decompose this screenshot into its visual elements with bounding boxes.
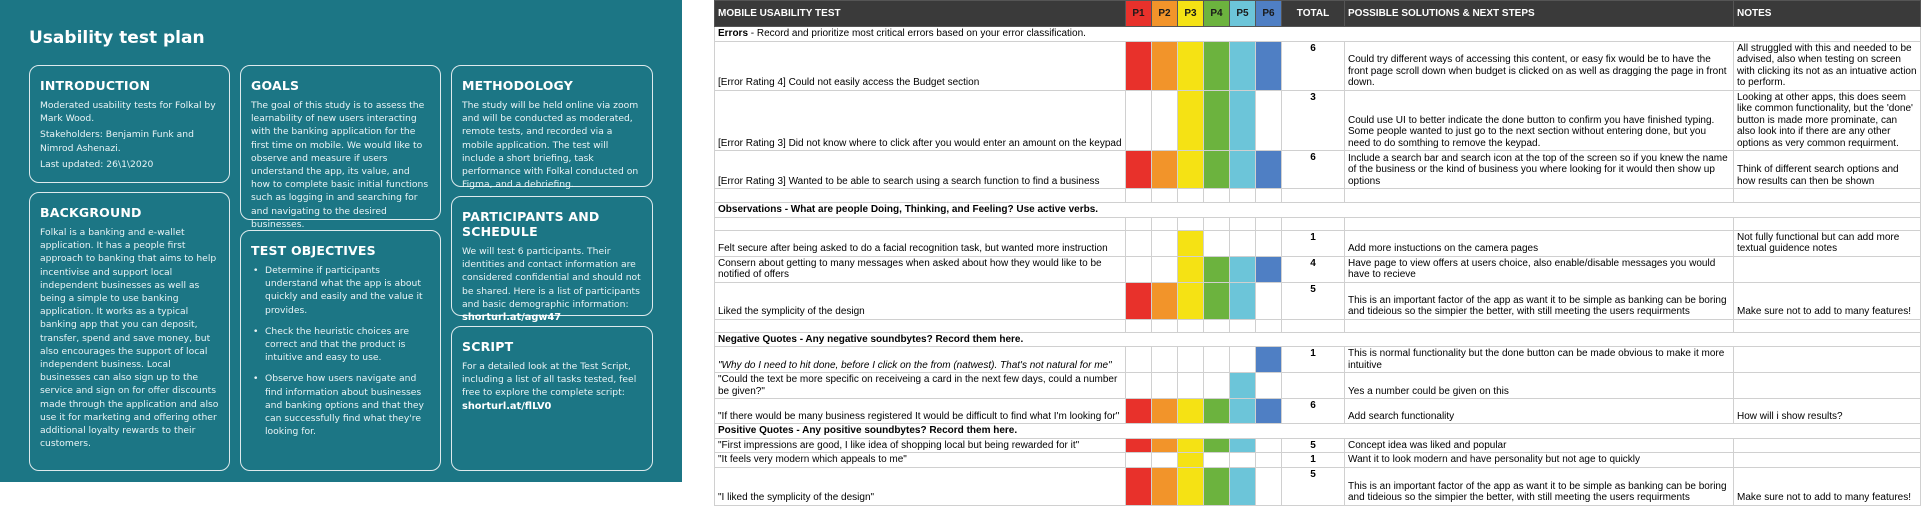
results-table	[714, 0, 1921, 506]
section-row	[715, 424, 1921, 439]
participant-4-cell[interactable]	[1204, 347, 1230, 373]
participant-4-cell[interactable]	[1204, 373, 1230, 399]
goals-card	[240, 65, 441, 230]
participant-4-cell[interactable]	[1204, 41, 1230, 90]
table-row	[715, 151, 1921, 189]
participant-5-cell[interactable]	[1230, 399, 1256, 424]
header-p2[interactable]: P2	[1152, 1, 1178, 27]
solution-cell[interactable]: This is an important factor of the app as want it to be simple as banking can be boring and tideious so the simpier the better, with still meeting the users requirments	[1345, 467, 1734, 505]
participant-4-cell[interactable]	[1204, 453, 1230, 468]
total-cell[interactable]: 6	[1282, 41, 1345, 90]
participant-6-cell[interactable]	[1256, 453, 1282, 468]
total-cell[interactable]: 1	[1282, 453, 1345, 468]
participant-4-cell[interactable]	[1204, 90, 1230, 151]
header-notes[interactable]: NOTES	[1734, 1, 1921, 27]
participant-4-cell[interactable]	[1204, 282, 1230, 319]
empty-cell[interactable]	[1734, 217, 1921, 230]
notes-cell[interactable]: All struggled with this and needed to be advised, also when testing on screen with clicking its not as an intuative action to perform.	[1734, 41, 1921, 90]
participant-2-cell[interactable]	[1152, 347, 1178, 373]
observation-cell[interactable]: [Error Rating 4] Could not easily access the Budget section	[715, 41, 1126, 90]
empty-cell[interactable]	[1152, 319, 1178, 332]
total-cell[interactable]: 6	[1282, 399, 1345, 424]
script-heading: SCRIPT	[462, 339, 514, 354]
introduction-desc: Moderated usability tests for Folkal by Mark Wood.	[40, 100, 216, 125]
participant-1-cell[interactable]	[1126, 399, 1152, 424]
notes-cell[interactable]: Make sure not to add to many features!	[1734, 467, 1921, 505]
participant-1-cell[interactable]	[1126, 41, 1152, 90]
empty-cell[interactable]	[715, 217, 1126, 230]
table-row	[715, 438, 1921, 453]
observation-cell[interactable]: Felt secure after being asked to do a facial recognition task, but wanted more instruction	[715, 230, 1126, 256]
spacer-row	[715, 217, 1921, 230]
empty-cell[interactable]	[1126, 189, 1152, 203]
solution-cell[interactable]: Include a search bar and search icon at the top of the screen so if you knew the name of the business or the kind of business you where looking for it would then show up options	[1345, 151, 1734, 189]
participants-card	[451, 196, 653, 324]
table-row	[715, 467, 1921, 505]
solution-cell[interactable]: Concept idea was liked and popular	[1345, 438, 1734, 453]
notes-cell[interactable]	[1734, 256, 1921, 282]
participant-6-cell[interactable]	[1256, 347, 1282, 373]
header-total[interactable]: TOTAL	[1282, 1, 1345, 27]
observation-cell[interactable]: "It feels very modern which appeals to me"	[715, 453, 1126, 468]
participant-2-cell[interactable]	[1152, 399, 1178, 424]
participant-5-cell[interactable]	[1230, 151, 1256, 189]
empty-cell[interactable]	[1345, 189, 1734, 203]
notes-cell[interactable]	[1734, 347, 1921, 373]
participant-3-cell[interactable]	[1178, 41, 1204, 90]
notes-cell[interactable]: Make sure not to add to many features!	[1734, 282, 1921, 319]
participant-5-cell[interactable]	[1230, 453, 1256, 468]
participant-1-cell[interactable]	[1126, 438, 1152, 453]
script-card	[451, 326, 653, 471]
participant-3-cell[interactable]	[1178, 282, 1204, 319]
table-row	[715, 373, 1921, 399]
notes-cell[interactable]: Think of different search options and how results can then be shown	[1734, 151, 1921, 189]
header-p1[interactable]: P1	[1126, 1, 1152, 27]
observation-cell[interactable]: "I liked the symplicity of the design"	[715, 467, 1126, 505]
solution-cell[interactable]: Could try different ways of accessing this content, or easy fix would be to have the front page scroll down when budget is clicked on as well as dragging the page in front down.	[1345, 41, 1734, 90]
script-link[interactable]: shorturl.at/flLV0	[462, 400, 552, 412]
empty-cell[interactable]	[715, 319, 1126, 332]
participant-5-cell[interactable]	[1230, 90, 1256, 151]
participant-5-cell[interactable]	[1230, 41, 1256, 90]
participant-2-cell[interactable]	[1152, 230, 1178, 256]
participant-5-cell[interactable]	[1230, 467, 1256, 505]
plan-title: Usability test plan	[29, 28, 205, 48]
participant-6-cell[interactable]	[1256, 41, 1282, 90]
notes-cell[interactable]	[1734, 438, 1921, 453]
participants-text: We will test 6 participants. Their identities and contact information are considered confidential and should not be shared. Here is a list of participants and basic demographic information:	[462, 246, 641, 310]
solution-cell[interactable]: Have page to view offers at users choice, also enable/disable messages you would have to recieve	[1345, 256, 1734, 282]
notes-cell[interactable]	[1734, 453, 1921, 468]
header-row	[715, 1, 1921, 27]
empty-cell[interactable]	[1256, 319, 1282, 332]
participant-3-cell[interactable]	[1178, 90, 1204, 151]
test-plan-panel	[0, 0, 682, 482]
participant-3-cell[interactable]	[1178, 373, 1204, 399]
table-row	[715, 347, 1921, 373]
empty-cell[interactable]	[1204, 217, 1230, 230]
empty-cell[interactable]	[1204, 189, 1230, 203]
total-cell[interactable]: 5	[1282, 467, 1345, 505]
section-row	[715, 332, 1921, 347]
empty-cell[interactable]	[1178, 217, 1204, 230]
solution-cell[interactable]: This is an important factor of the app as want it to be simple as banking can be boring and tideious so the simpier the better, with still meeting the users requirments	[1345, 282, 1734, 319]
total-cell[interactable]	[1282, 373, 1345, 399]
notes-cell[interactable]: Looking at other apps, this does seem like common functionality, but the 'done' button is made more prominate, can also look into if there are any other options as very common requirment.	[1734, 90, 1921, 151]
methodology-text: The study will be held online via zoom and will be conducted as moderated, remote tests, and recorded via a mobile application. The test will include a short briefing, task performance with Folkal conducted on Figma, and a debriefing.	[462, 100, 639, 191]
total-cell[interactable]: 1	[1282, 347, 1345, 373]
solution-cell[interactable]: Yes a number could be given on this	[1345, 373, 1734, 399]
participant-6-cell[interactable]	[1256, 438, 1282, 453]
total-cell[interactable]: 6	[1282, 151, 1345, 189]
table-body	[715, 27, 1921, 506]
header-p3[interactable]: P3	[1178, 1, 1204, 27]
participant-3-cell[interactable]	[1178, 467, 1204, 505]
table-row	[715, 41, 1921, 90]
participant-5-cell[interactable]	[1230, 282, 1256, 319]
participant-2-cell[interactable]	[1152, 90, 1178, 151]
participant-6-cell[interactable]	[1256, 399, 1282, 424]
solution-cell[interactable]: Could use UI to better indicate the done button to confirm you have finished typing. Some people wanted to just go to the next section without entering done, but you need to do somthing to remove the keypad.	[1345, 90, 1734, 151]
participant-6-cell[interactable]	[1256, 373, 1282, 399]
participant-1-cell[interactable]	[1126, 373, 1152, 399]
objective-item: • Observe how users navigate and find information about businesses and banking options and that they can successfully find what they're looking for.	[251, 372, 430, 438]
total-cell[interactable]: 5	[1282, 282, 1345, 319]
participant-1-cell[interactable]	[1126, 90, 1152, 151]
empty-cell[interactable]	[1152, 189, 1178, 203]
header-p4[interactable]: P4	[1204, 1, 1230, 27]
participant-3-cell[interactable]	[1178, 399, 1204, 424]
notes-cell[interactable]	[1734, 373, 1921, 399]
participant-2-cell[interactable]	[1152, 41, 1178, 90]
empty-cell[interactable]	[1126, 217, 1152, 230]
empty-cell[interactable]	[715, 189, 1126, 203]
observation-cell[interactable]: [Error Rating 3] Wanted to be able to search using a search function to find a business	[715, 151, 1126, 189]
participant-4-cell[interactable]	[1204, 399, 1230, 424]
participant-2-cell[interactable]	[1152, 256, 1178, 282]
methodology-card	[451, 65, 653, 191]
spacer-row	[715, 189, 1921, 203]
empty-cell[interactable]	[1282, 189, 1345, 203]
empty-cell[interactable]	[1230, 319, 1256, 332]
notes-cell[interactable]: How will i show results?	[1734, 399, 1921, 424]
section-row	[715, 27, 1921, 42]
participant-2-cell[interactable]	[1152, 467, 1178, 505]
section-title[interactable]: Observations - What are people Doing, Thinking, and Feeling? Use active verbs.	[715, 203, 1921, 218]
usability-spreadsheet	[714, 0, 1920, 503]
table-row	[715, 256, 1921, 282]
participant-4-cell[interactable]	[1204, 467, 1230, 505]
participant-5-cell[interactable]	[1230, 347, 1256, 373]
empty-cell[interactable]	[1178, 319, 1204, 332]
participant-3-cell[interactable]	[1178, 347, 1204, 373]
section-title[interactable]: Errors - Record and prioritize most critical errors based on your error classification.	[715, 27, 1921, 42]
empty-cell[interactable]	[1204, 319, 1230, 332]
objectives-list	[251, 264, 430, 438]
table-row	[715, 282, 1921, 319]
participant-1-cell[interactable]	[1126, 453, 1152, 468]
participant-1-cell[interactable]	[1126, 347, 1152, 373]
participant-4-cell[interactable]	[1204, 230, 1230, 256]
total-cell[interactable]: 4	[1282, 256, 1345, 282]
participant-5-cell[interactable]	[1230, 438, 1256, 453]
total-cell[interactable]: 3	[1282, 90, 1345, 151]
participant-6-cell[interactable]	[1256, 151, 1282, 189]
total-cell[interactable]: 5	[1282, 438, 1345, 453]
table-row	[715, 399, 1921, 424]
empty-cell[interactable]	[1256, 217, 1282, 230]
table-row	[715, 453, 1921, 468]
participant-3-cell[interactable]	[1178, 438, 1204, 453]
goals-text: The goal of this study is to assess the learnability of new users interacting with the banking application for the first time on mobile. We would like to observe and measure if users understand the app, its value, and how to complete basic initial functions such as logging in and searching for and navigating to the desired businesses.	[251, 100, 429, 230]
objective-item: • Determine if participants understand what the app is about quickly and easily and the value it provides.	[251, 264, 430, 317]
empty-cell[interactable]	[1256, 189, 1282, 203]
participant-2-cell[interactable]	[1152, 282, 1178, 319]
solution-cell[interactable]: Add search functionality	[1345, 399, 1734, 424]
section-row	[715, 203, 1921, 218]
participant-3-cell[interactable]	[1178, 256, 1204, 282]
empty-cell[interactable]	[1282, 217, 1345, 230]
solution-cell[interactable]: Add more instuctions on the camera pages	[1345, 230, 1734, 256]
empty-cell[interactable]	[1734, 319, 1921, 332]
participant-5-cell[interactable]	[1230, 256, 1256, 282]
table-row	[715, 90, 1921, 151]
section-title[interactable]: Negative Quotes - Any negative soundbytes? Record them here.	[715, 332, 1921, 347]
participant-2-cell[interactable]	[1152, 438, 1178, 453]
participant-4-cell[interactable]	[1204, 151, 1230, 189]
header-p6[interactable]: P6	[1256, 1, 1282, 27]
background-heading: BACKGROUND	[40, 205, 142, 220]
header-test[interactable]: MOBILE USABILITY TEST	[715, 1, 1126, 27]
participant-4-cell[interactable]	[1204, 438, 1230, 453]
header-solutions[interactable]: POSSIBLE SOLUTIONS & NEXT STEPS	[1345, 1, 1734, 27]
objective-item: • Check the heuristic choices are correct and that the product is intuitive and easy to use.	[251, 325, 430, 365]
participant-6-cell[interactable]	[1256, 230, 1282, 256]
empty-cell[interactable]	[1734, 189, 1921, 203]
participant-6-cell[interactable]	[1256, 90, 1282, 151]
observation-cell[interactable]: Consern about getting to many messages when asked about how they would like to be notified of offers	[715, 256, 1126, 282]
solution-cell[interactable]: This is normal functionality but the done button can be made obvious to make it more intuitive	[1345, 347, 1734, 373]
participant-3-cell[interactable]	[1178, 151, 1204, 189]
section-title[interactable]: Positive Quotes - Any positive soundbytes? Record them here.	[715, 424, 1921, 439]
participant-3-cell[interactable]	[1178, 230, 1204, 256]
introduction-heading: INTRODUCTION	[40, 78, 151, 93]
observation-cell[interactable]: "First impressions are good, I like idea of shopping local but being rewarded for it"	[715, 438, 1126, 453]
introduction-updated: Last updated: 26\1\2020	[40, 158, 154, 170]
notes-cell[interactable]: Not fully functional but can add more textual guidence notes	[1734, 230, 1921, 256]
introduction-stakeholders: Stakeholders: Benjamin Funk and Nimrod Ashenazi.	[40, 129, 194, 154]
test-objectives-card	[240, 230, 441, 471]
observation-cell[interactable]: "Could the text be more specific on receiveing a card in the next few days, could a number be given?"	[715, 373, 1126, 399]
empty-cell[interactable]	[1178, 189, 1204, 203]
empty-cell[interactable]	[1230, 217, 1256, 230]
participant-1-cell[interactable]	[1126, 151, 1152, 189]
participant-1-cell[interactable]	[1126, 467, 1152, 505]
participant-4-cell[interactable]	[1204, 256, 1230, 282]
objectives-heading: TEST OBJECTIVES	[251, 243, 376, 258]
participant-1-cell[interactable]	[1126, 256, 1152, 282]
participant-5-cell[interactable]	[1230, 373, 1256, 399]
empty-cell[interactable]	[1126, 319, 1152, 332]
participant-1-cell[interactable]	[1126, 230, 1152, 256]
participant-6-cell[interactable]	[1256, 282, 1282, 319]
empty-cell[interactable]	[1230, 189, 1256, 203]
total-cell[interactable]: 1	[1282, 230, 1345, 256]
observation-cell[interactable]: "Why do I need to hit done, before I click on the from (natwest). That's not natural for me"	[715, 347, 1126, 373]
participant-5-cell[interactable]	[1230, 230, 1256, 256]
background-card	[29, 192, 230, 471]
empty-cell[interactable]	[1345, 217, 1734, 230]
header-p5[interactable]: P5	[1230, 1, 1256, 27]
empty-cell[interactable]	[1345, 319, 1734, 332]
observation-cell[interactable]: "If there would be many business registered It would be difficult to find what I'm looking for"	[715, 399, 1126, 424]
participant-2-cell[interactable]	[1152, 453, 1178, 468]
introduction-card	[29, 65, 230, 183]
participants-link[interactable]: shorturl.at/agw47	[462, 312, 562, 324]
participant-3-cell[interactable]	[1178, 453, 1204, 468]
spacer-row	[715, 319, 1921, 332]
participant-6-cell[interactable]	[1256, 467, 1282, 505]
goals-heading: GOALS	[251, 78, 300, 93]
background-text: Folkal is a banking and e-wallet application. It has a people first approach to banking that aims to help incentivise and support local independent businesses as well as being a simple to use banking application. It works as a typical banking app that you can deposit, transfer, spend and save money, but also encourages the support of local independent business. Local businesses can also sign up to the service and sign on for offer discounts made through the application and also use it for marketing and offering other additional loyalty rewards to their customers.	[40, 227, 219, 450]
solution-cell[interactable]: Want it to look modern and have personality but not age to quickly	[1345, 453, 1734, 468]
empty-cell[interactable]	[1152, 217, 1178, 230]
table-row	[715, 230, 1921, 256]
empty-cell[interactable]	[1282, 319, 1345, 332]
participants-heading: PARTICIPANTS AND SCHEDULE	[462, 209, 600, 239]
participant-2-cell[interactable]	[1152, 151, 1178, 189]
participant-1-cell[interactable]	[1126, 282, 1152, 319]
participant-2-cell[interactable]	[1152, 373, 1178, 399]
observation-cell[interactable]: Liked the symplicity of the design	[715, 282, 1126, 319]
participant-6-cell[interactable]	[1256, 256, 1282, 282]
observation-cell[interactable]: [Error Rating 3] Did not know where to click after you would enter an amount on the keypad	[715, 90, 1126, 151]
script-text: For a detailed look at the Test Script, including a list of all tasks tested, feel free to explore the complete script:	[462, 361, 637, 399]
methodology-heading: METHODOLOGY	[462, 78, 573, 93]
